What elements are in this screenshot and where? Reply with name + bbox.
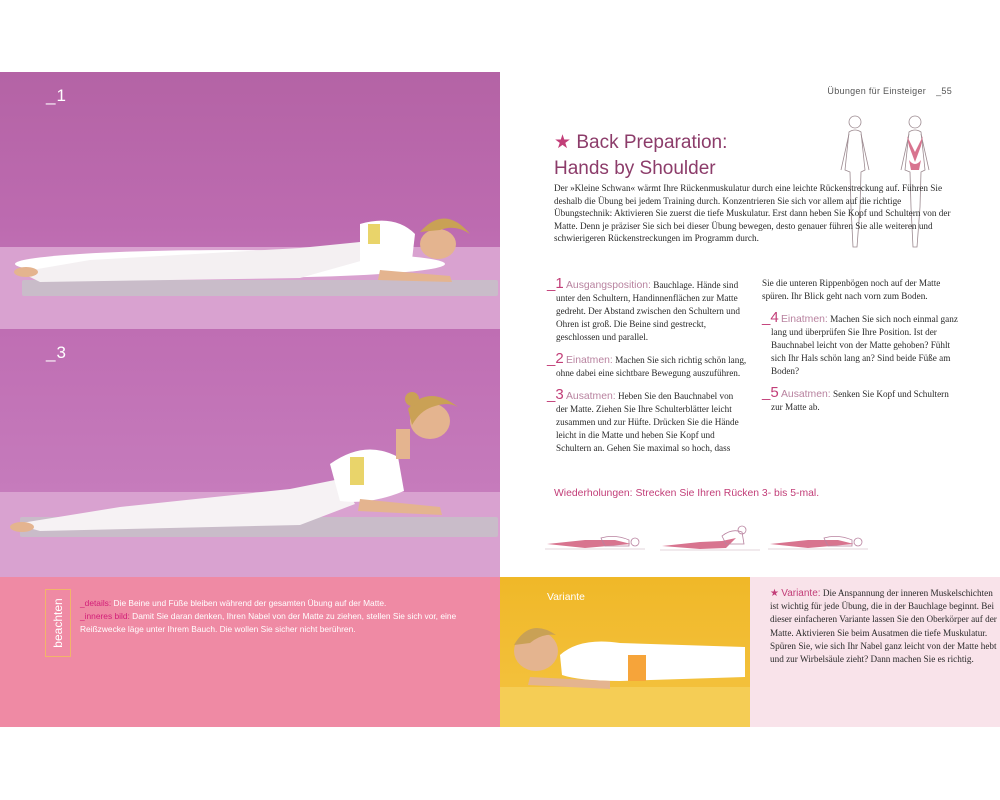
title-line-1: Back Preparation: [576,132,728,153]
details-key: _details: [80,598,112,608]
variant-star-icon: ★ [770,588,779,599]
exercise-title [554,130,727,182]
section-title: Übungen für Einsteiger [827,86,927,96]
title-line-2: Hands by Shoulder [554,158,716,179]
step-item-3-continued [762,277,962,303]
mini-figure-1 [545,522,645,552]
step-item-5 [762,386,962,414]
intro-paragraph: Der »Kleine Schwan« wärmt Ihre Rückenmuskulatur durch eine leichte Rückenstreckung auf. Führen Sie deshalb die Übung bei jedem Training durch. Konzentrieren Sie sich vor allem auf die richtige Übungstechnik: Aktivieren Sie zuerst die tiefe Muskulatur. Erst dann heben Sie Kopf und Schultern von der Matte. Denn je präziser Sie sich bei dieser Übung bewegen, desto genauer führen Sie alle weiteren und schwierigeren Rückenstreckungen im Programm durch. [554,183,951,243]
inneres-bild-note [80,610,485,636]
step-text: Sie die unteren Rippenbögen noch auf der Matte spüren. Ihr Blick geht nach vorn zum Boden. [762,278,941,301]
variant-heading: Variante: [781,588,821,599]
woman-lying-prone-figure [0,72,500,329]
step-item-2 [547,352,747,380]
step-number-1: _1 [46,86,67,105]
variant-text-box [750,577,1000,727]
step-num: _5 [762,384,779,401]
running-head [827,86,952,96]
steps-column-left [547,277,747,463]
page-number: _55 [936,86,952,96]
steps-column-right [762,277,962,422]
beachten-note-box [0,577,500,727]
details-note [80,597,485,610]
woman-lifting-chest-figure [0,329,500,577]
step-num: _4 [762,309,779,326]
step-num: _1 [547,275,564,292]
step-item-3 [547,388,747,455]
beachten-label: beachten [51,598,65,648]
variant-body: Die Anspannung der inneren Muskelschichten ist wichtig für jede Übung, die in der Bauchlage beginnt. Bei dieser einfacheren Variante lassen Sie den Oberkörper auf der Matte. Aktivieren Sie beim Ausatmen die tiefe Muskulatur. Spüren Sie, wie sich Ihr Nabel ganz leicht von der Matte hebt und zur Wirbelsäule zieht? Dann machen Sie es richtig. [770,588,997,665]
right-page [500,72,1000,727]
variant-woman-figure [500,577,750,727]
mini-figure-3 [768,522,868,552]
variant-label: Variante [547,592,585,603]
note-text [80,597,485,636]
step-number-3: _3 [46,343,67,362]
step-num: _2 [547,350,564,367]
step-text: Machen Sie sich noch einmal ganz lang und überprüfen Sie Ihre Position. Ist der Bauchnabel leicht von der Matte gehoben? Fühlt sich Ihr Hals schön lang an? Sind beide Füße am Boden? [771,314,958,376]
beachten-label-box [45,589,71,657]
step-head: Einatmen: [780,314,828,325]
step-text: Heben Sie den Bauchnabel von der Matte. Ziehen Sie Ihre Schulterblätter leicht zusammen und zur Hüfte. Drücken Sie die Hände leicht in die Matte und heben Sie Kopf und Schultern an. Gehen Sie maximal so hoch, dass [556,391,739,453]
step-item-1 [547,277,747,344]
step-text: Bauchlage. Hände sind unter den Schultern, Handinnenflächen zur Matte gedreht. Der Abstand zwischen den Schultern und Ohren ist groß. Die Beine sind gestreckt, geschlossen und parallel. [556,280,740,342]
step-item-4 [762,311,962,378]
repetitions-line: Wiederholungen: Strecken Sie Ihren Rücken 3- bis 5-mal. [554,488,820,499]
star-icon: ★ [554,132,572,153]
step-head: Ausgangsposition: [565,280,651,291]
mini-figure-2 [660,522,760,552]
inneres-bild-key: _inneres bild: [80,611,130,621]
step-head: Einatmen: [565,355,613,366]
exercise-photo-step-1 [0,72,500,329]
step-text: Machen Sie sich richtig schön lang, ohne dabei eine sichtbare Bewegung auszuführen. [556,355,747,378]
step-head: Ausatmen: [780,389,831,400]
exercise-photo-step-3 [0,329,500,577]
step-text: Senken Sie Kopf und Schultern zur Matte ab. [771,389,949,412]
variant-photo [500,577,750,727]
details-text: Die Beine und Füße bleiben während der gesamten Übung auf der Matte. [111,598,387,608]
step-head: Ausatmen: [565,391,616,402]
step-num: _3 [547,386,564,403]
left-page [0,72,500,727]
inneres-bild-text: Damit Sie daran denken, Ihren Nabel von der Matte zu ziehen, stellen Sie sich vor, eine Reißzwecke läge unter Ihrem Bauch. Die wollen Sie sicher nicht berühren. [80,611,457,634]
